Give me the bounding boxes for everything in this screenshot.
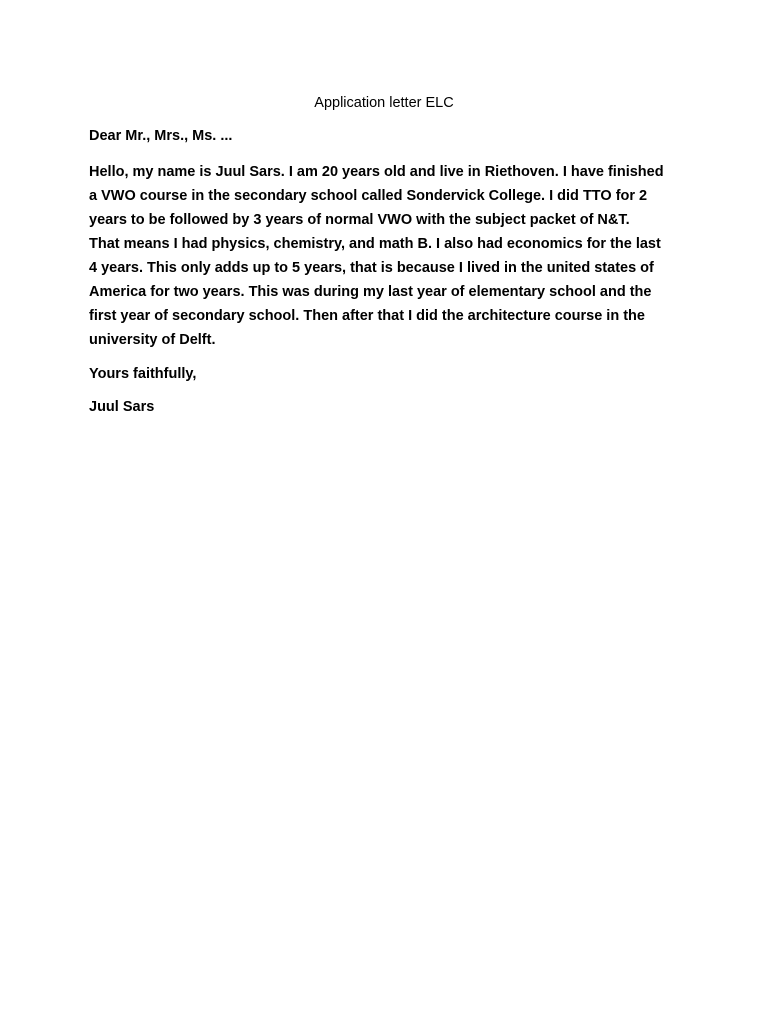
body-line: Hello, my name is Juul Sars. I am 20 years old and live in Riethoven. I have finished	[89, 164, 664, 180]
letter-title: Application letter ELC	[314, 95, 454, 111]
body-line: a VWO course in the secondary school called Sondervick College. I did TTO for 2	[89, 188, 648, 204]
body-line: years to be followed by 3 years of normal VWO with the subject packet of N&T.	[89, 212, 630, 228]
body-line: university of Delft.	[89, 332, 216, 348]
letter-closing: Yours faithfully,	[89, 366, 197, 382]
body-line: first year of secondary school. Then after that I did the architecture course in the	[89, 308, 645, 324]
body-line: America for two years. This was during my last year of elementary school and the	[89, 284, 652, 300]
body-line: 4 years. This only adds up to 5 years, that is because I lived in the united states of	[89, 260, 654, 276]
letter-salutation: Dear Mr., Mrs., Ms. ...	[89, 128, 233, 144]
letter-body	[89, 160, 689, 352]
letter-signature: Juul Sars	[89, 399, 155, 415]
body-line: That means I had physics, chemistry, and math B. I also had economics for the last	[89, 236, 661, 252]
